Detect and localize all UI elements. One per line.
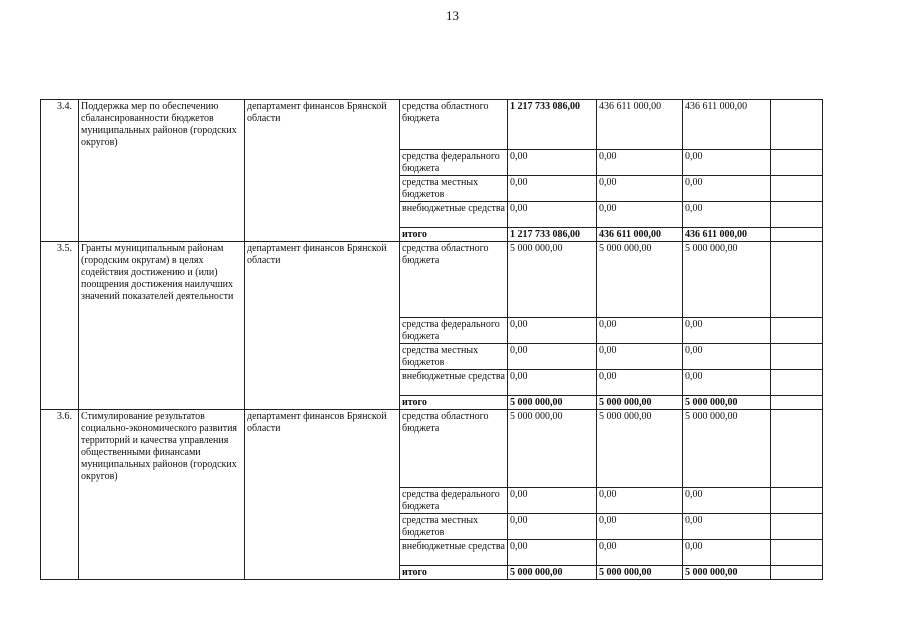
empty-cell <box>771 202 823 228</box>
empty-cell <box>771 100 823 150</box>
amount-year-1-cell: 5 000 000,00 <box>508 566 597 580</box>
empty-cell <box>771 370 823 396</box>
amount-year-2-cell: 0,00 <box>597 176 683 202</box>
empty-cell <box>771 488 823 514</box>
table-body <box>41 100 823 580</box>
amount-year-3-cell: 0,00 <box>683 202 771 228</box>
amount-year-2-cell: 436 611 000,00 <box>597 228 683 242</box>
empty-cell <box>771 540 823 566</box>
amount-year-2-cell: 0,00 <box>597 202 683 228</box>
total-label-cell: итого <box>400 396 508 410</box>
empty-cell <box>771 396 823 410</box>
amount-year-1-cell: 0,00 <box>508 176 597 202</box>
amount-year-3-cell: 0,00 <box>683 318 771 344</box>
empty-cell <box>771 228 823 242</box>
funding-source-cell: внебюджетные средства <box>400 540 508 566</box>
amount-year-3-cell: 436 611 000,00 <box>683 100 771 150</box>
amount-year-1-cell: 0,00 <box>508 344 597 370</box>
empty-cell <box>771 566 823 580</box>
empty-cell <box>771 344 823 370</box>
amount-year-2-cell: 0,00 <box>597 488 683 514</box>
measure-name-cell: Гранты муниципальным районам (городским округам) в целях содействия достижению и (или) поощрения достижения наилучших значений показателей деятельности <box>79 242 245 410</box>
empty-cell <box>771 318 823 344</box>
executor-cell: департамент финансов Брянской области <box>245 100 400 242</box>
amount-year-3-cell: 5 000 000,00 <box>683 566 771 580</box>
amount-year-3-cell: 436 611 000,00 <box>683 228 771 242</box>
amount-year-2-cell: 0,00 <box>597 318 683 344</box>
funding-source-cell: внебюджетные средства <box>400 202 508 228</box>
amount-year-3-cell: 0,00 <box>683 514 771 540</box>
table-row <box>41 100 823 150</box>
funding-source-cell: средства областного бюджета <box>400 410 508 488</box>
funding-source-cell: средства местных бюджетов <box>400 344 508 370</box>
table-row <box>41 242 823 318</box>
amount-year-3-cell: 5 000 000,00 <box>683 410 771 488</box>
amount-year-1-cell: 1 217 733 086,00 <box>508 100 597 150</box>
amount-year-3-cell: 5 000 000,00 <box>683 242 771 318</box>
funding-source-cell: средства федерального бюджета <box>400 488 508 514</box>
amount-year-3-cell: 0,00 <box>683 540 771 566</box>
funding-source-cell: внебюджетные средства <box>400 370 508 396</box>
measure-name-cell: Поддержка мер по обеспечению сбалансированности бюджетов муниципальных районов (городских округов) <box>79 100 245 242</box>
empty-cell <box>771 242 823 318</box>
amount-year-2-cell: 0,00 <box>597 540 683 566</box>
amount-year-3-cell: 0,00 <box>683 370 771 396</box>
amount-year-1-cell: 1 217 733 086,00 <box>508 228 597 242</box>
funding-source-cell: средства областного бюджета <box>400 242 508 318</box>
amount-year-1-cell: 0,00 <box>508 318 597 344</box>
amount-year-1-cell: 5 000 000,00 <box>508 242 597 318</box>
amount-year-2-cell: 0,00 <box>597 344 683 370</box>
amount-year-1-cell: 0,00 <box>508 150 597 176</box>
amount-year-2-cell: 436 611 000,00 <box>597 100 683 150</box>
amount-year-2-cell: 0,00 <box>597 150 683 176</box>
funding-source-cell: средства местных бюджетов <box>400 514 508 540</box>
total-label-cell: итого <box>400 566 508 580</box>
empty-cell <box>771 150 823 176</box>
amount-year-3-cell: 0,00 <box>683 344 771 370</box>
amount-year-2-cell: 5 000 000,00 <box>597 396 683 410</box>
amount-year-1-cell: 0,00 <box>508 202 597 228</box>
funding-source-cell: средства областного бюджета <box>400 100 508 150</box>
empty-cell <box>771 176 823 202</box>
item-number-cell: 3.6. <box>41 410 79 580</box>
total-label-cell: итого <box>400 228 508 242</box>
item-number-cell: 3.4. <box>41 100 79 242</box>
table-row <box>41 410 823 488</box>
amount-year-2-cell: 0,00 <box>597 514 683 540</box>
executor-cell: департамент финансов Брянской области <box>245 410 400 580</box>
amount-year-3-cell: 0,00 <box>683 176 771 202</box>
amount-year-1-cell: 0,00 <box>508 514 597 540</box>
funding-source-cell: средства федерального бюджета <box>400 318 508 344</box>
amount-year-1-cell: 0,00 <box>508 370 597 396</box>
amount-year-3-cell: 0,00 <box>683 150 771 176</box>
amount-year-3-cell: 0,00 <box>683 488 771 514</box>
budget-table <box>40 99 823 580</box>
item-number-cell: 3.5. <box>41 242 79 410</box>
empty-cell <box>771 410 823 488</box>
amount-year-1-cell: 0,00 <box>508 488 597 514</box>
amount-year-1-cell: 5 000 000,00 <box>508 396 597 410</box>
amount-year-2-cell: 5 000 000,00 <box>597 410 683 488</box>
empty-cell <box>771 514 823 540</box>
amount-year-1-cell: 0,00 <box>508 540 597 566</box>
amount-year-3-cell: 5 000 000,00 <box>683 396 771 410</box>
amount-year-1-cell: 5 000 000,00 <box>508 410 597 488</box>
measure-name-cell: Стимулирование результатов социально-экономического развития территорий и качества управления общественными финансами муниципальных районов (городских округов) <box>79 410 245 580</box>
page-number: 13 <box>446 8 459 23</box>
amount-year-2-cell: 0,00 <box>597 370 683 396</box>
executor-cell: департамент финансов Брянской области <box>245 242 400 410</box>
funding-source-cell: средства федерального бюджета <box>400 150 508 176</box>
funding-source-cell: средства местных бюджетов <box>400 176 508 202</box>
amount-year-2-cell: 5 000 000,00 <box>597 566 683 580</box>
amount-year-2-cell: 5 000 000,00 <box>597 242 683 318</box>
